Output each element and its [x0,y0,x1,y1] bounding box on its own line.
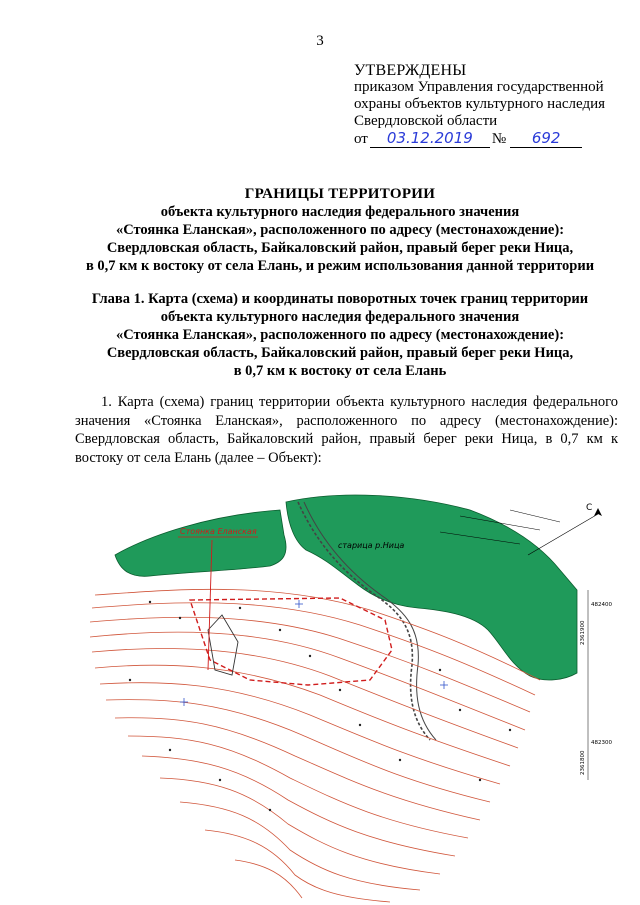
chapter-line: в 0,7 км к востоку от села Елань [233,363,447,379]
chapter-line: Свердловская область, Байкаловский район, правый берег реки Ница, [106,345,574,361]
paragraph-text: 1. Карта (схема) границ территории объекта культурного наследия федерального значения «Стоянка Еланская», расположенного по адресу (местонахождение): Свердловская область, Байкаловский район, правый берег реки Ница, в 0,7 км к востоку от села Елань (далее – Объект): [75,394,618,466]
bearing-line [510,510,560,522]
document-title [60,185,620,275]
title-line: «Стоянка Еланская», расположенного по адресу (местонахождение): [115,222,565,238]
grid-label: 482400 [591,602,612,608]
handwritten-order-number: 692 [510,130,582,148]
title-heading: ГРАНИЦЫ ТЕРРИТОРИИ [244,186,436,202]
number-prefix: № [491,131,507,147]
map-svg [40,480,640,905]
north-arrow-icon [594,508,602,516]
chapter-line: Глава 1. Карта (схема) и координаты поворотных точек границ территории [91,291,589,307]
title-line: в 0,7 км к востоку от села Елань, и режим использования данной территории [85,258,595,274]
site-label: Стоянка Еланская [180,527,257,536]
approval-line: приказом Управления государственной [354,79,604,95]
forest-right [286,495,577,680]
north-label: С [586,503,593,513]
contour-lines [90,589,540,902]
approval-heading: УТВЕРЖДЕНЫ [354,62,467,79]
date-prefix: от [354,131,368,147]
grid-crosses [180,600,448,706]
body-paragraph [75,393,618,467]
grid-label: 2361800 [580,750,586,775]
title-line: Свердловская область, Байкаловский район, правый берег реки Ница, [106,240,574,256]
approval-line: охраны объектов культурного наследия [354,96,606,112]
title-line: объекта культурного наследия федерального значения [160,204,520,220]
forest-upper-left [115,510,286,576]
chapter-line: объекта культурного наследия федерального значения [160,309,520,325]
approval-block [354,62,624,148]
map-scheme [40,480,640,905]
grid-label: 2361900 [580,620,586,645]
handwritten-date: 03.12.2019 [370,130,490,148]
river-label: старица р.Ница [338,541,405,550]
bearing-line [528,514,598,555]
chapter-title [60,290,620,380]
grid-label: 482300 [591,740,612,746]
approval-line: Свердловской области [354,113,498,129]
chapter-line: «Стоянка Еланская», расположенного по адресу (местонахождение): [115,327,565,343]
approval-date-line [354,130,624,148]
page-number: 3 [316,33,324,49]
